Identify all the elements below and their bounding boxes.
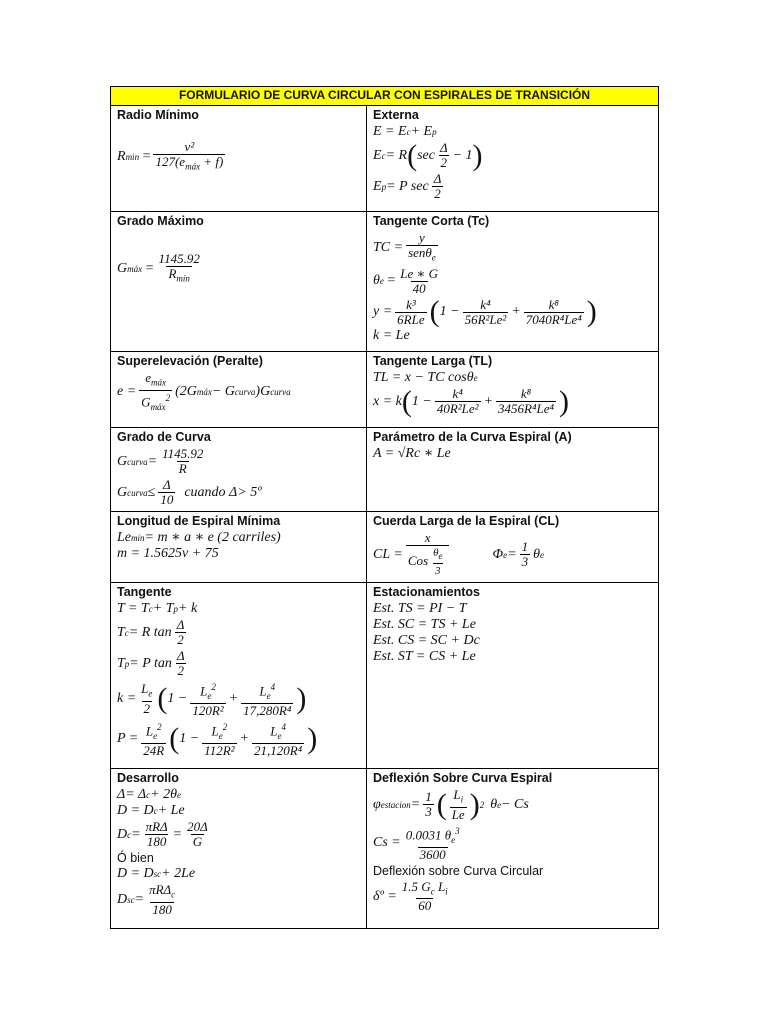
grado-curva-heading: Grado de Curva [117, 430, 211, 444]
radio-minimo-heading: Radio Mínimo [117, 108, 199, 122]
parametro-heading: Parámetro de la Curva Espiral (A) [373, 430, 572, 444]
tc-formula: TC = $\frac{y}{sen\theta_e}$ [373, 230, 436, 263]
tangente-formula-p: P = $\frac{L_e^2}{24R}$ ( 1 − $\frac{L_e^2}{\text{112R²}}$ + $\frac{L_e^4}{\text{21,120R⁴}}$ ) [117, 722, 318, 759]
grado-maximo-heading: Grado Máximo [117, 214, 204, 228]
estacionamiento-item: Est. CS = SC + Dc [373, 633, 480, 649]
cell-grado-maximo [111, 212, 367, 352]
externa-formula-3: E p = P sec $\frac{\Delta}{2}$ [373, 171, 442, 201]
theta-formula: θ e = $\frac{Le ∗ G}{40}$ [373, 265, 439, 296]
grado-curva-formula: G curva = $\frac{1145.92}{R}$ [117, 446, 204, 476]
cell-grado-curva [111, 428, 367, 512]
tangente-larga-heading: Tangente Larga (TL) [373, 354, 493, 368]
estacionamiento-item: Est. ST = CS + Le [373, 649, 476, 665]
tangente-formula-tp: T p = P tan $\frac{\Delta}{2}$ [117, 648, 185, 679]
parametro-formula: A = √Rc ∗ Le [373, 446, 451, 461]
k-formula: k = Le [373, 327, 410, 343]
longitud-formula-2: m = 1.5625v + 75 [117, 546, 219, 561]
superelevacion-heading: Superelevación (Peralte) [117, 354, 263, 368]
cs-formula: Cs = $\frac{0.0031 \theta_e^3}{3600}$ [373, 825, 460, 862]
tl-formula: TL = x − TC cosθ e [373, 370, 478, 385]
desarrollo-formula-dsc: D sc = $\frac{\pi R\Delta_c}{180}$ [117, 882, 176, 917]
longitud-formula-1: Le mín = m ∗ a ∗ e (2 carriles) [117, 530, 281, 545]
radio-minimo-formula: R min = $\frac{\text{v²}}{127(e_{máx} + f)}$ [117, 139, 224, 172]
externa-formula-2: E c = R ( sec $\frac{\Delta}{2}$ − 1 ) [373, 138, 483, 172]
desarrollo-o-bien: Ó bien [117, 851, 154, 866]
tangente-formula-k: k = $\frac{L_e}{2}$ ( 1 − $\frac{L_e^2}{\text{120R²}}$ + $\frac{L_e^4}{\text{17,280R⁴}}$ ) [117, 681, 307, 719]
cell-tangente-corta [367, 212, 659, 352]
cell-deflexion [367, 769, 659, 929]
cell-desarrollo [111, 769, 367, 929]
tangente-formula-1: T = T c + T p + k [117, 601, 198, 617]
x-formula: x = k ( 1 − $\frac{\text{k⁴}}{\text{40R²Le²}}$ + $\frac{\text{k⁸}}{\text{3456R⁴Le⁴}}$ ) [373, 384, 570, 418]
sheet-title: FORMULARIO DE CURVA CIRCULAR CON ESPIRALES DE TRANSICIÓN [111, 87, 659, 106]
tangente-formula-tc: T c = R tan $\frac{\Delta}{2}$ [117, 617, 185, 648]
cell-estacionamientos [367, 583, 659, 769]
desarrollo-formula-4: D = D sc + 2Le [117, 866, 196, 882]
cell-longitud-espiral [111, 512, 367, 583]
cell-tangente [111, 583, 367, 769]
cuerda-larga-heading: Cuerda Larga de la Espiral (CL) [373, 514, 560, 528]
deflexion-circular-label: Deflexión sobre Curva Circular [373, 863, 544, 878]
superelevacion-formula: e = $\frac{e_{máx}}{G_{máx}^2}$ (2G máx − G curva )G curva [117, 370, 291, 412]
tangente-corta-heading: Tangente Corta (Tc) [373, 214, 490, 228]
tangente-heading: Tangente [117, 585, 172, 600]
formula-sheet [110, 86, 659, 920]
grado-curva-condition: G curva ≤ $\frac{\Delta}{10}$ cuando Δ> 5º [117, 477, 262, 507]
longitud-espiral-heading: Longitud de Espiral Mínima [117, 514, 281, 528]
grado-maximo-formula: G máx = $\frac{1145.92}{R_{mín}}$ [117, 251, 200, 284]
desarrollo-heading: Desarrollo [117, 771, 179, 786]
cell-superelevacion [111, 352, 367, 428]
desarrollo-formula-1: Δ= Δ c + 2θ e [117, 787, 181, 803]
desarrollo-formula-2: D = D c + Le [117, 803, 185, 819]
deflexion-circular-formula: δº = $\frac{1.5 G_c L_i}{60}$ [373, 878, 448, 914]
y-formula: y = $\frac{\text{k³}}{\text{6RLe}}$ ( 1 − $\frac{\text{k⁴}}{\text{56R²Le²}}$ + $\frac{\text{k⁸}}{\text{7040R⁴Le⁴}}$ ) [373, 295, 597, 329]
externa-heading: Externa [373, 108, 419, 122]
formula-table [110, 86, 659, 929]
cuerda-larga-formula: CL = x Cos $\frac{\theta_e}{3}$ Φ e = $\frac{1}{3}$ θ e [373, 530, 544, 578]
estacionamiento-item: Est. SC = TS + Le [373, 617, 476, 633]
cell-parametro [367, 428, 659, 512]
deflexion-formula: φ estacion = $\frac{1}{3}$ ( $\frac{L_i}{Le}$ ) 2 θ e − Cs [373, 787, 529, 822]
desarrollo-formula-dc: D c = $\frac{\text{πRΔ}}{180}$ = $\frac{20\Delta}{G}$ [117, 819, 208, 850]
cell-cuerda-larga [367, 512, 659, 583]
cell-radio-minimo [111, 106, 367, 212]
cell-externa [367, 106, 659, 212]
estacionamientos-heading: Estacionamientos [373, 585, 480, 600]
cell-tangente-larga [367, 352, 659, 428]
estacionamiento-item: Est. TS = PI − T [373, 601, 467, 617]
externa-formula-1: E = E c + E p [373, 124, 437, 139]
deflexion-heading: Deflexión Sobre Curva Espiral [373, 771, 553, 786]
